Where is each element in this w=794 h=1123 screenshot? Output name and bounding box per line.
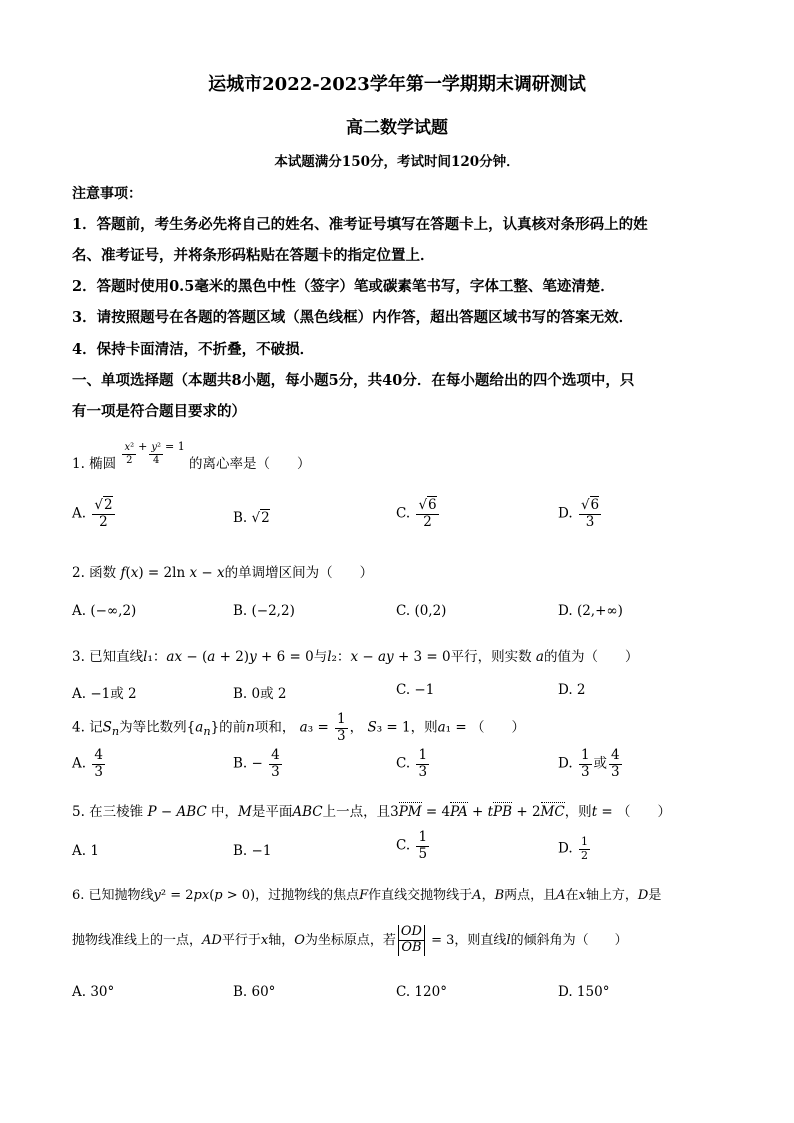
q2-option-c: C. (0,2) [396, 603, 447, 619]
q5-option-c: C. $\frac{1}{5}$ [396, 829, 428, 862]
q1-option-b: B. √2 [233, 510, 270, 526]
notes-heading: 注意事项： [72, 186, 142, 202]
q5-option-d: D. $\frac{1}{2}$ [558, 835, 588, 862]
question-6-line1: 6. 已知抛物线y² = 2px(p > 0)，过抛物线的焦点F作直线交抛物线于A，B两点，且A在x轴上方，D是 [72, 888, 662, 903]
note-1-line2: 名、准考证号，并将条形码粘贴在答题卡的指定位置上． [72, 247, 435, 264]
question-2: 2. 函数 f(x) = 2ln x − x的单调增区间为（ ） [72, 565, 374, 581]
question-5: 5. 在三棱锥 P − ABC 中，M是平面ABC上一点，且3PM = 4PA + tPB + 2MC，则t = （ ） [72, 804, 672, 820]
q6-option-c: C. 120° [396, 984, 447, 1000]
q3-option-a: A. −1或 2 [72, 686, 137, 702]
page-subtitle: 高二数学试题 [346, 118, 448, 138]
q1-option-d: D. $\frac{√6}{3}$ [558, 497, 600, 530]
page-title: 运城市2022-2023学年第一学期期末调研测试 [208, 74, 586, 95]
note-4: 4．保持卡面清洁，不折叠，不破损． [72, 341, 315, 358]
q6-option-a: A. 30° [72, 984, 115, 1000]
q5-option-a: A. 1 [72, 843, 99, 859]
q4-option-c: C. $\frac{1}{3}$ [396, 747, 428, 780]
q3-option-c: C. −1 [396, 682, 435, 698]
q2-option-b: B. (−2,2) [233, 603, 295, 619]
question-3: 3. 已知直线l₁：ax − (a + 2)y + 6 = 0与l₂：x − ay + 3 = 0平行，则实数 a的值为（ ） [72, 649, 639, 665]
q2-option-d: D. (2,+∞) [558, 603, 623, 619]
note-1-line1: 1．答题前，考生务必先将自己的姓名、准考证号填写在答题卡上，认真核对条形码上的姓 [72, 216, 648, 233]
q3-option-b: B. 0或 2 [233, 686, 287, 702]
note-2: 2．答题时使用0.5毫米的黑色中性（签字）笔或碳素笔书写，字体工整、笔迹清楚． [72, 278, 615, 295]
exam-info: 本试题满分150分，考试时间120分钟． [274, 154, 520, 170]
q5-option-b: B. −1 [233, 843, 272, 859]
q4-option-b: B. − $\frac{4}{3}$ [233, 747, 280, 780]
q3-option-d: D. 2 [558, 682, 586, 698]
section-1-line2: 有一项是符合题目要求的） [72, 403, 246, 420]
q2-option-a: A. (−∞,2) [72, 603, 137, 619]
q4-option-d: D. $\frac{1}{3}$ 或 $\frac{4}{3}$ [558, 747, 620, 780]
q1-option-a: A. $\frac{√2}{2}$ [72, 497, 113, 530]
q6-option-b: B. 60° [233, 984, 276, 1000]
question-4: 4. 记$S_n$为等比数列$\{a_n\}$的前n项和， a₃ = $\frac{1}{3}$ ， S₃ = 1，则a₁ = （ ） [72, 711, 525, 744]
note-3: 3．请按照题号在各题的答题区域（黑色线框）内作答，超出答题区域书写的答案无效． [72, 309, 634, 326]
q6-option-d: D. 150° [558, 984, 610, 1000]
question-6-line2: 抛物线准线上的一点，AD平行于x轴，O为坐标原点，若 $\frac{OD}{OB}$ = 3，则直线l的倾斜角为（ ） [72, 924, 628, 955]
question-1: 1. 椭圆 $\frac{\text{x²}}{2}$ + $\frac{\text{y²}}{4}$ $^{= 1}$ 的离心率是（ ） [72, 440, 311, 472]
q1-formula: $\frac{\text{x²}}{2}$ [124, 442, 135, 466]
q1-option-c: C. $\frac{√6}{2}$ [396, 497, 437, 530]
q4-option-a: A. $\frac{4}{3}$ [72, 747, 103, 780]
section-1-line1: 一、单项选择题（本题共8小题，每小题5分，共40分．在每小题给出的四个选项中，只 [72, 372, 635, 389]
